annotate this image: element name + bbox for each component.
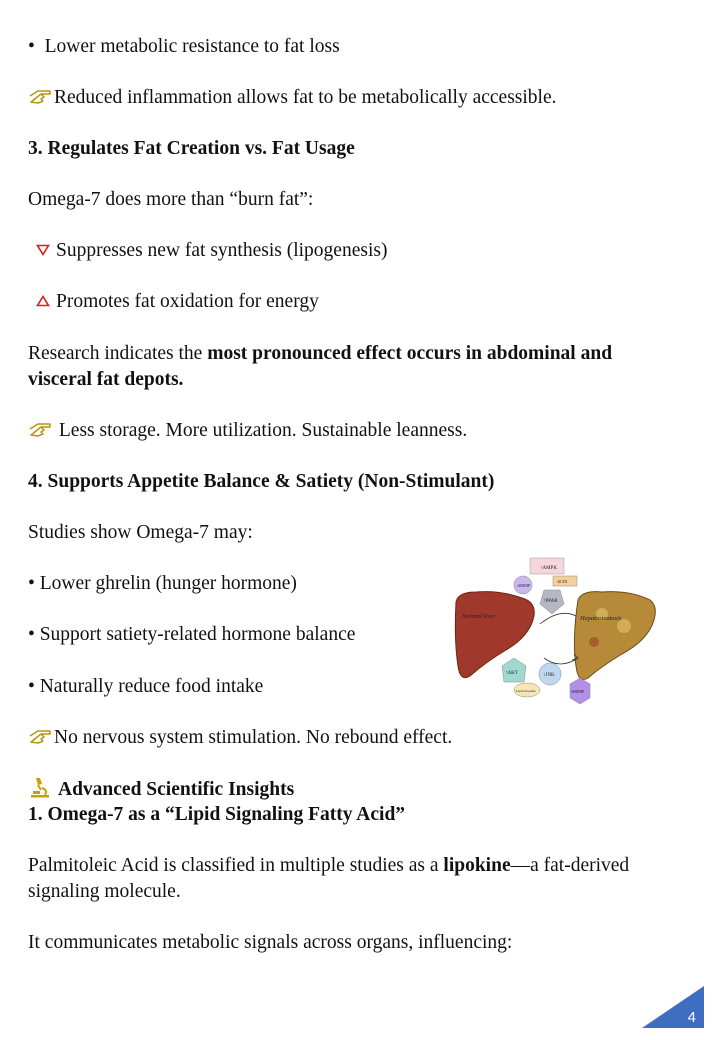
pointing-hand-icon	[28, 727, 52, 745]
advanced-heading-text: Advanced Scientific Insights	[58, 779, 295, 800]
svg-text:↑AMPK: ↑AMPK	[540, 566, 557, 571]
note-less-storage-text: Less storage. More utilization. Sustainable leanness.	[58, 420, 468, 441]
bullet-text: Lower metabolic resistance to fat loss	[44, 36, 340, 57]
normal-liver-label: Normal liver	[462, 613, 496, 620]
note-no-stimulation-text: No nervous system stimulation. No rebound effect.	[54, 727, 453, 748]
pointing-hand-icon	[28, 87, 52, 105]
advanced-subheading: 1. Omega-7 as a “Lipid Signaling Fatty Acid”	[28, 804, 406, 825]
communicates-line: It communicates metabolic signals across organs, influencing:	[28, 932, 513, 953]
list-item: • Lower ghrelin (hunger hormone)	[28, 573, 297, 594]
research-bold-2: visceral fat depots.	[28, 369, 184, 390]
svg-text:Lipid droplets: Lipid droplets	[516, 689, 536, 693]
section3-heading: 3. Regulates Fat Creation vs. Fat Usage	[28, 138, 355, 159]
research-paragraph	[28, 341, 698, 393]
fatty-liver-label: Hepatosteatosis	[580, 615, 622, 622]
section3-intro: Omega-7 does more than “burn fat”:	[28, 189, 314, 210]
point-promotes	[36, 289, 319, 315]
lipokine-bold: lipokine	[443, 855, 511, 876]
page-number: 4	[687, 1009, 696, 1026]
lipokine-suffix: —a fat-derived	[510, 855, 630, 876]
section4-heading: 4. Supports Appetite Balance & Satiety (Non-Stimulant)	[28, 471, 495, 492]
node-akt	[502, 658, 526, 682]
liver-diagram	[452, 554, 660, 714]
svg-text:↓SCD1: ↓SCD1	[556, 579, 568, 584]
svg-text:↑JNK: ↑JNK	[543, 673, 555, 678]
bullet-dot: •	[28, 36, 45, 57]
advanced-heading	[28, 776, 294, 803]
bullet-metabolic-resistance	[28, 34, 340, 60]
fatty-liver-shape	[574, 592, 655, 680]
research-bold-1: most pronounced effect occurs in abdominal and	[207, 343, 613, 364]
pointing-hand-icon	[28, 420, 52, 438]
point-suppresses-text: Suppresses new fat synthesis (lipogenesis)	[56, 240, 388, 261]
triangle-down-icon	[36, 244, 50, 256]
point-promotes-text: Promotes fat oxidation for energy	[56, 291, 319, 312]
microscope-icon	[28, 776, 52, 798]
note-inflammation-text: Reduced inflammation allows fat to be metabolically accessible.	[54, 87, 557, 108]
svg-text:↑SREBP: ↑SREBP	[570, 689, 585, 694]
svg-text:↑PPAR: ↑PPAR	[543, 599, 558, 604]
lipokine-paragraph	[28, 853, 698, 905]
note-no-stimulation	[28, 725, 452, 751]
svg-text:↑AKT: ↑AKT	[505, 671, 518, 676]
note-less-storage	[28, 418, 467, 444]
point-suppresses	[36, 238, 387, 264]
triangle-up-icon	[36, 295, 50, 307]
section4-intro: Studies show Omega-7 may:	[28, 522, 253, 543]
svg-text:↓SREBP: ↓SREBP	[516, 583, 531, 588]
note-inflammation	[28, 85, 557, 111]
lipokine-prefix: Palmitoleic Acid is classified in multiple studies as a	[28, 855, 444, 876]
research-prefix: Research indicates the	[28, 343, 208, 364]
list-item: • Naturally reduce food intake	[28, 676, 264, 697]
lipokine-line-2: signaling molecule.	[28, 881, 181, 902]
list-item: • Support satiety-related hormone balance	[28, 624, 356, 645]
